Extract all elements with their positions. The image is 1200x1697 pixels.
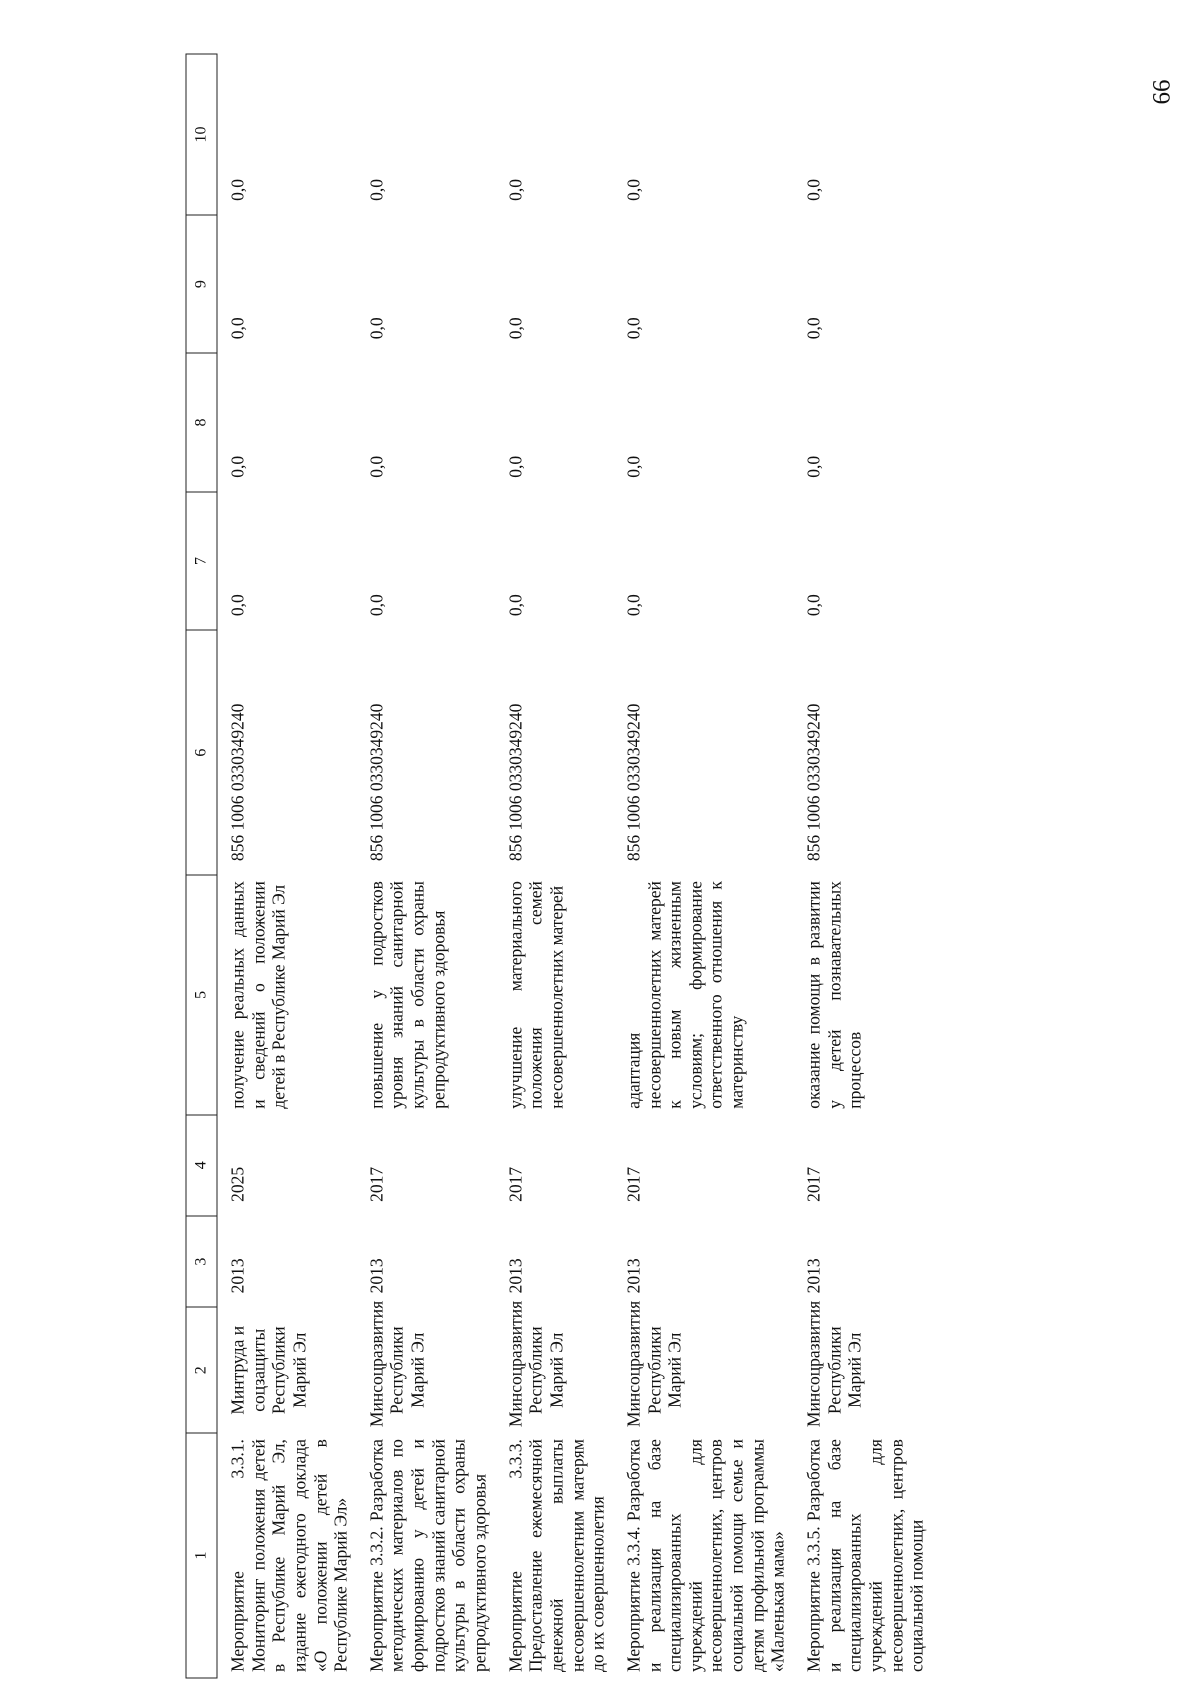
rotated-table-container <box>185 53 1185 1678</box>
value-cell-7: 0,0 <box>227 593 247 616</box>
result-cell: повышение у подростков уровня знаний санитарной культуры в области охраны репродуктивного здоровья <box>365 880 448 1109</box>
budget-code-cell: 856 1006 0330349240 <box>227 703 247 861</box>
column-header-4: 4 <box>186 1114 217 1215</box>
column-header-6: 6 <box>186 630 217 875</box>
executor-cell: Минсоцразвития Республики Марий Эл <box>803 1300 865 1427</box>
event-cell: Мероприятие 3.3.4. Разработка и реализация на базе специализированных учреждений для несовершеннолетних, центров социальной помощи семье и детям профильной программы «Маленькая мама» <box>622 1438 788 1672</box>
table-row <box>618 54 798 1678</box>
budget-code-cell: 856 1006 0330349240 <box>365 703 386 861</box>
value-cell-8: 0,0 <box>365 455 386 478</box>
program-events-table <box>185 53 937 1678</box>
value-cell-9: 0,0 <box>622 316 643 339</box>
executor-cell: Минсоцразвития Республики Марий Эл <box>504 1300 566 1427</box>
value-cell-9: 0,0 <box>365 316 386 339</box>
end-year-cell: 2017 <box>622 1166 643 1202</box>
value-cell-7: 0,0 <box>803 593 824 616</box>
value-cell-7: 0,0 <box>365 593 386 616</box>
budget-code-cell: 856 1006 0330349240 <box>622 703 643 861</box>
column-header-9: 9 <box>186 214 217 352</box>
end-year-cell: 2017 <box>365 1166 386 1202</box>
column-header-2: 2 <box>186 1307 217 1433</box>
event-cell: Мероприятие 3.3.2. Разработка методических материалов по формированию у детей и подростков знаний санитарной культуры в области охраны репродуктивного здоровья <box>365 1438 490 1672</box>
start-year-cell: 2013 <box>365 1257 386 1293</box>
budget-code-cell: 856 1006 0330349240 <box>803 703 824 861</box>
start-year-cell: 2013 <box>504 1257 525 1293</box>
page-number: 66 <box>1148 79 1176 105</box>
executor-cell: Минтруда и соцзащиты Республики Марий Эл <box>227 1325 309 1415</box>
end-year-cell: 2017 <box>504 1166 525 1202</box>
start-year-cell: 2013 <box>622 1257 643 1293</box>
value-cell-9: 0,0 <box>504 316 525 339</box>
executor-cell: Минсоцразвития Республики Марий Эл <box>365 1300 428 1427</box>
value-cell-10: 0,0 <box>504 178 525 201</box>
table-row <box>500 54 618 1678</box>
result-cell: получение реальных данных и сведений о положении детей в Республике Марий Эл <box>227 880 289 1109</box>
result-cell: адаптация несовершеннолетних матерей к новым жизненным условиям; формирование ответственного отношения к материнству <box>622 880 747 1109</box>
table-row <box>361 54 500 1678</box>
event-cell: Мероприятие 3.3.1. Мониторинг положения детей в Республике Марий Эл, издание ежегодного доклада «О положении детей в Республике Марий Эл» <box>227 1438 351 1672</box>
value-cell-10: 0,0 <box>365 178 386 201</box>
value-cell-9: 0,0 <box>227 316 247 339</box>
budget-code-cell: 856 1006 0330349240 <box>504 703 525 861</box>
value-cell-7: 0,0 <box>504 593 525 616</box>
value-cell-9: 0,0 <box>803 316 824 339</box>
result-cell: оказание помощи в развитии у детей познавательных процессов <box>803 880 865 1109</box>
value-cell-10: 0,0 <box>622 178 643 201</box>
table-row <box>798 54 937 1678</box>
event-cell: Мероприятие 3.3.3. Предоставление ежемесячной денежной выплаты несовершеннолетним матерям до их совершеннолетия <box>504 1438 608 1672</box>
value-cell-7: 0,0 <box>622 593 643 616</box>
column-header-10: 10 <box>186 54 217 215</box>
start-year-cell: 2013 <box>803 1257 824 1293</box>
column-header-7: 7 <box>186 491 217 629</box>
column-header-3: 3 <box>186 1215 217 1307</box>
value-cell-8: 0,0 <box>227 455 247 478</box>
end-year-cell: 2017 <box>803 1166 824 1202</box>
executor-cell: Минсоцразвития Республики Марий Эл <box>622 1300 685 1427</box>
table-header-row <box>186 54 217 1678</box>
column-header-1: 1 <box>186 1433 217 1678</box>
value-cell-10: 0,0 <box>227 178 247 201</box>
column-header-8: 8 <box>186 353 217 491</box>
value-cell-10: 0,0 <box>803 178 824 201</box>
end-year-cell: 2025 <box>227 1166 247 1202</box>
event-cell: Мероприятие 3.3.5. Разработка и реализация на базе специализированных учреждений для несовершеннолетних, центров социальной помощи <box>803 1438 927 1672</box>
value-cell-8: 0,0 <box>803 455 824 478</box>
value-cell-8: 0,0 <box>504 455 525 478</box>
table-row <box>217 54 361 1678</box>
column-header-5: 5 <box>186 875 217 1115</box>
start-year-cell: 2013 <box>227 1257 247 1293</box>
value-cell-8: 0,0 <box>622 455 643 478</box>
result-cell: улучшение материального положения семей несовершеннолетних матерей <box>504 880 566 1109</box>
